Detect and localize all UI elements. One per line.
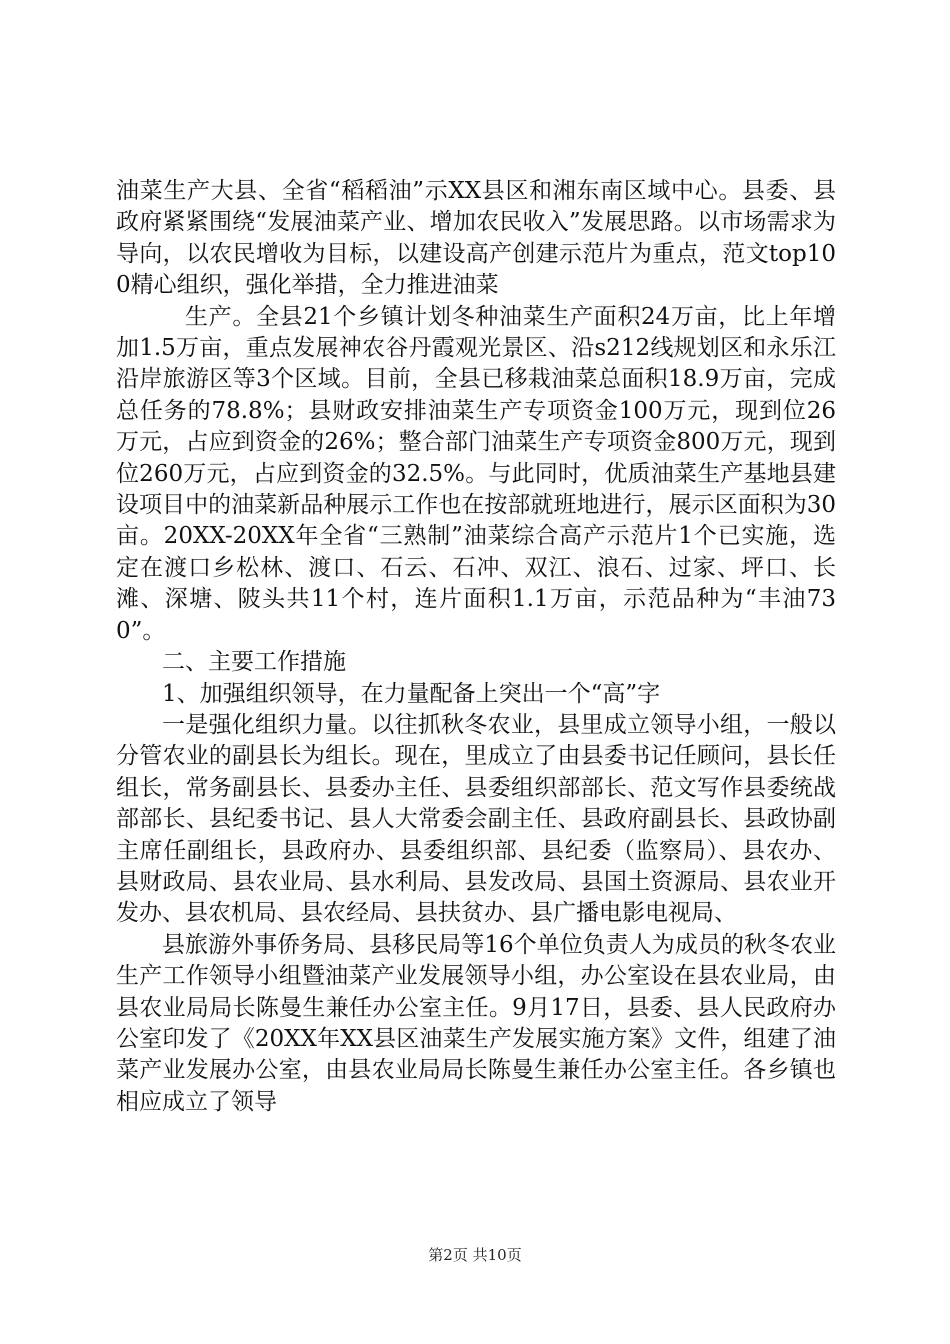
paragraph-organization: 一是强化组织力量。以往抓秋冬农业，县里成立领导小组，一般以分管农业的副县长为组长。现在，里成立了由县委书记任顾问，县长任组长，常务副县长、县委办主任、县委组织部部长、范文写作县委统战部部长、县纪委书记、县人大常委会副主任、县政府副县长、县政协副主席任副组长，县政府办、县委组织部、县纪委（监察局）、县农办、县财政局、县农业局、县水利局、县发改局、县国土资源局、县农业开发办、县农机局、县农经局、县扶贫办、县广播电影电视局、 bbox=[116, 711, 836, 927]
document-body bbox=[116, 176, 836, 1118]
paragraph-intro: 油菜生产大县、全省“稻稻油”示XX县区和湘东南区域中心。县委、县政府紧紧围绕“发展油菜产业、增加农民收入”发展思路。以市场需求为导向，以农民增收为目标，以建设高产创建示范片为重点，范文top100精心组织，强化举措，全力推进油菜 bbox=[116, 178, 836, 299]
subheading-leadership: 1、加强组织领导，在力量配备上突出一个“高”字 bbox=[162, 680, 661, 707]
section-heading-measures: 二、主要工作措施 bbox=[162, 649, 346, 676]
paragraph-members: 县旅游外事侨务局、县移民局等16个单位负责人为成员的秋冬农业生产工作领导小组暨油菜产业发展领导小组，办公室设在县农业局，由县农业局局长陈曼生兼任办公室主任。9月17日，县委、县人民政府办公室印发了《20XX年XX县区油菜生产发展实施方案》文件，组建了油菜产业发展办公室，由县农业局局长陈曼生兼任办公室主任。各乡镇也相应成立了领导 bbox=[116, 931, 836, 1115]
page-footer: 第2页 共10页 bbox=[428, 1246, 522, 1264]
paragraph-production: 生产。全县21个乡镇计划冬种油菜生产面积24万亩，比上年增加1.5万亩，重点发展神农谷丹霞观光景区、沿s212线规划区和永乐江沿岸旅游区等3个区域。目前，全县已移栽油菜总面积18.9万亩，完成总任务的78.8%；县财政安排油菜生产专项资金100万元，现到位26万元，占应到资金的26%；整合部门油菜生产专项资金800万元，现到位260万元，占应到资金的32.5%。与此同时，优质油菜生产基地县建设项目中的油菜新品种展示工作也在按部就班地进行，展示区面积为30亩。20XX-20XX年全省“三熟制”油菜综合高产示范片1个已实施，选定在渡口乡松林、渡口、石云、石冲、双江、浪石、过家、坪口、长滩、深塘、陂头共11个村，连片面积1.1万亩，示范品种为“丰油730”。 bbox=[116, 303, 836, 644]
